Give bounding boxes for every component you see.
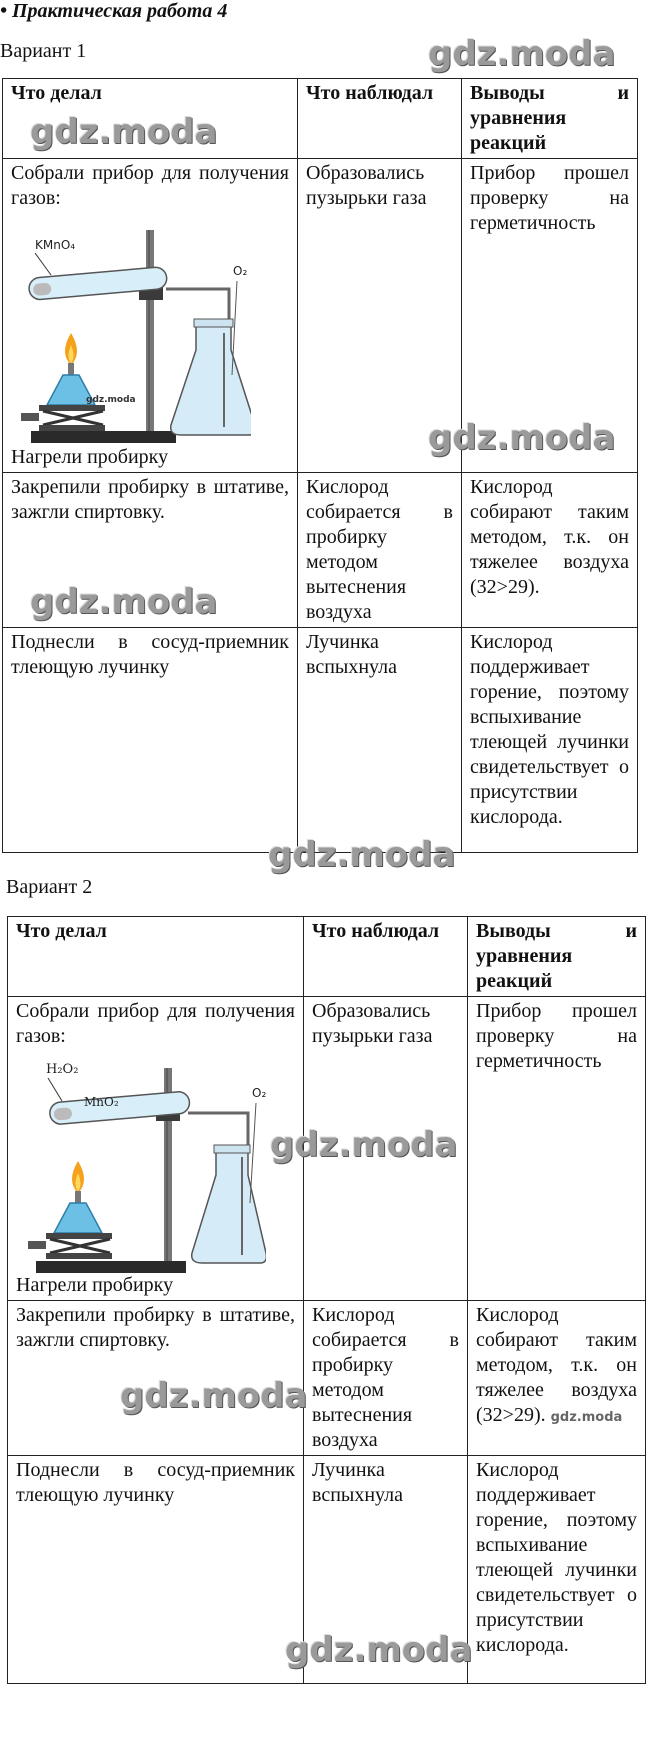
- reagent-label: KMnO₄: [35, 238, 76, 252]
- variant-1-table: [2, 78, 638, 853]
- reagent-label: H₂O₂: [46, 1062, 79, 1077]
- watermark: gdz.moda: [285, 1630, 473, 1670]
- cell-saw: Лучинка вспыхнула: [298, 628, 462, 853]
- gas-apparatus-illustration: [11, 215, 251, 445]
- cell-conclusion: Кислород поддерживает горение, поэтому вспыхивание тлеющей лучинки свидетельствует о присутствии кислорода.: [468, 1456, 646, 1684]
- cell-conclusion: Кислород собирают таким методом, т.к. он тяжелее воздуха (32>29).: [462, 473, 638, 628]
- inner-watermark: gdz.moda: [86, 395, 136, 405]
- cell-did: Закрепили пробирку в штативе, зажгли спиртовку.: [3, 473, 298, 628]
- header-saw: Что наблюдал: [298, 79, 462, 159]
- header-did: Что делал: [8, 917, 304, 997]
- cell-conclusion: Прибор прошел проверку на герметичность: [468, 997, 646, 1301]
- table-row: [3, 473, 638, 628]
- watermark: gdz.moda: [268, 835, 456, 875]
- cell-saw: Кислород собирается в пробирку методом вытеснения воздуха: [298, 473, 462, 628]
- cell-saw: Образовались пузырьки газа: [298, 159, 462, 473]
- watermark: gdz.moda: [120, 1376, 308, 1416]
- table-header-row: [3, 79, 638, 159]
- watermark: gdz.moda: [428, 418, 616, 458]
- watermark: gdz.moda: [30, 582, 218, 622]
- heat-tube-step: Нагрели пробирку: [11, 446, 169, 468]
- header-did: Что делал: [3, 79, 298, 159]
- table-row: [3, 159, 638, 473]
- variant-2-label: Вариант 2: [6, 876, 93, 898]
- gas-apparatus-illustration: [16, 1053, 266, 1273]
- cell-did: Собрали прибор для получения газов: KMnO₄ O₂ gdz.moda Нагрели пробирку: [3, 159, 298, 473]
- watermark: gdz.moda: [30, 112, 218, 152]
- cell-did: Поднесли в сосуд-приемник тлеющую лучинку: [8, 1456, 304, 1684]
- watermark: gdz.moda: [428, 34, 616, 74]
- header-conclusions: Выводы и уравнения реакций: [468, 917, 646, 997]
- variant-1-label: Вариант 1: [0, 40, 87, 62]
- cell-saw: Кислород собирается в пробирку методом вытеснения воздуха: [304, 1301, 468, 1456]
- cell-did: Закрепили пробирку в штативе, зажгли спиртовку.: [8, 1301, 304, 1456]
- table-header-row: [8, 917, 646, 997]
- heat-tube-step: Нагрели пробирку: [16, 1274, 174, 1296]
- cell-saw: Лучинка вспыхнула: [304, 1456, 468, 1684]
- cell-conclusion: Кислород собирают таким методом, т.к. он тяжелее воздуха (32>29). gdz.moda: [468, 1301, 646, 1456]
- gas-label: O₂: [233, 264, 248, 278]
- table-row: [8, 997, 646, 1301]
- cell-conclusion: Кислород поддерживает горение, поэтому вспыхивание тлеющей лучинки свидетельствует о присутствии кислорода.: [462, 628, 638, 853]
- table-row: [8, 1456, 646, 1684]
- gas-label: O₂: [252, 1086, 266, 1100]
- cell-did: Поднесли в сосуд-приемник тлеющую лучинку: [3, 628, 298, 853]
- header-saw: Что наблюдал: [304, 917, 468, 997]
- table-row: [8, 1301, 646, 1456]
- table-row: [3, 628, 638, 853]
- header-conclusions: Выводы и уравнения реакций: [462, 79, 638, 159]
- watermark: gdz.moda: [270, 1125, 458, 1165]
- conclusion-watermark: gdz.moda: [550, 1410, 623, 1425]
- variant-2-table: [7, 916, 646, 1684]
- page-title: • Практическая работа 4: [0, 0, 228, 22]
- cell-saw: Образовались пузырьки газа: [304, 997, 468, 1301]
- cell-did: Собрали прибор для получения газов: H₂O₂ MnO₂ O₂ Нагрели пробирку: [8, 997, 304, 1301]
- cell-conclusion: Прибор прошел проверку на герметичность: [462, 159, 638, 473]
- catalyst-label: MnO₂: [84, 1095, 119, 1109]
